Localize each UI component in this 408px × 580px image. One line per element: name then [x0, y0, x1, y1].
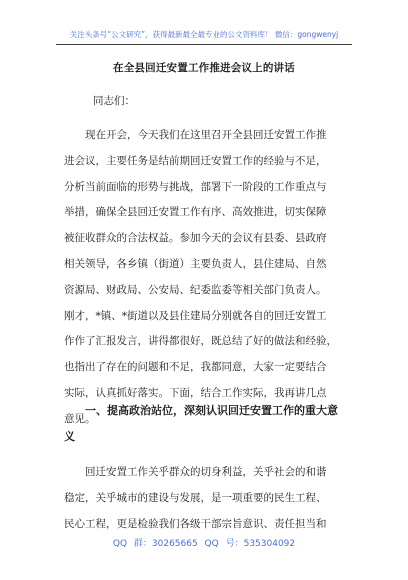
paragraph-line: 被征收群众的合法权益。参加今天的会议有县委、县政府 — [64, 232, 327, 245]
section-heading-1 — [64, 398, 354, 450]
paragraph-line: 分析当前面临的形势与挑战，部署下一阶段的工作重点与 — [64, 180, 327, 193]
promo-header-note: 关注头条号“公文研究”，获得最新最全最专业的公文资料库！ 微信：gongwenyj — [69, 30, 339, 39]
paragraph-line: 举措，确保全县回迁安置工作有序、高效推进，切实保障 — [64, 206, 327, 219]
heading-line: 一、提高政治站位，深刻认识回迁安置工作的重大意 — [85, 404, 338, 417]
header-divider — [56, 44, 352, 45]
paragraph-line: 稳定，关乎城市的建设与发展，是一项重要的民生工程、 — [64, 491, 327, 504]
footer-contact: QQ 群：30265665 QQ 号：535304092 — [112, 539, 296, 549]
paragraph-line: 资源局、财政局、公安局、纪委监委等相关部门负责人。 — [64, 283, 327, 296]
paragraph-line: 也指出了存在的问题和不足，我都同意，大家一定要结合 — [64, 361, 327, 374]
document-title: 在全县回迁安置工作推进会议上的讲话 — [113, 62, 295, 74]
paragraph-line: 意见。 — [64, 412, 96, 425]
paragraph-section-1 — [64, 460, 354, 537]
paragraph-line: 作作了汇报发言，讲得都很好，既总结了好的做法和经验， — [64, 335, 337, 348]
salutation: 同志们： — [93, 95, 135, 107]
paragraph-line: 相关领导，各乡镇（街道）主要负责人，县住建局、自然 — [64, 257, 327, 270]
paragraph-line: 回迁安置工作关乎群众的切身利益，关乎社会的和谐 — [85, 466, 327, 478]
paragraph-line: 实际，认真抓好落实。下面，结合工作实际，我再讲几点 — [64, 386, 327, 399]
heading-line: 义 — [64, 430, 75, 443]
paragraph-line: 现在开会，今天我们在这里召开全县回迁安置工作推 — [85, 129, 327, 141]
paragraph-opening — [64, 123, 354, 433]
paragraph-line: 进会议，主要任务是结前期回迁安置工作的经验与不足， — [64, 154, 327, 167]
paragraph-line: 刚才，*镇、*街道以及县住建局分别就各自的回迁安置工 — [64, 309, 327, 322]
paragraph-line: 民心工程，更是检验我们各级干部宗旨意识、责任担当和 — [64, 517, 327, 530]
